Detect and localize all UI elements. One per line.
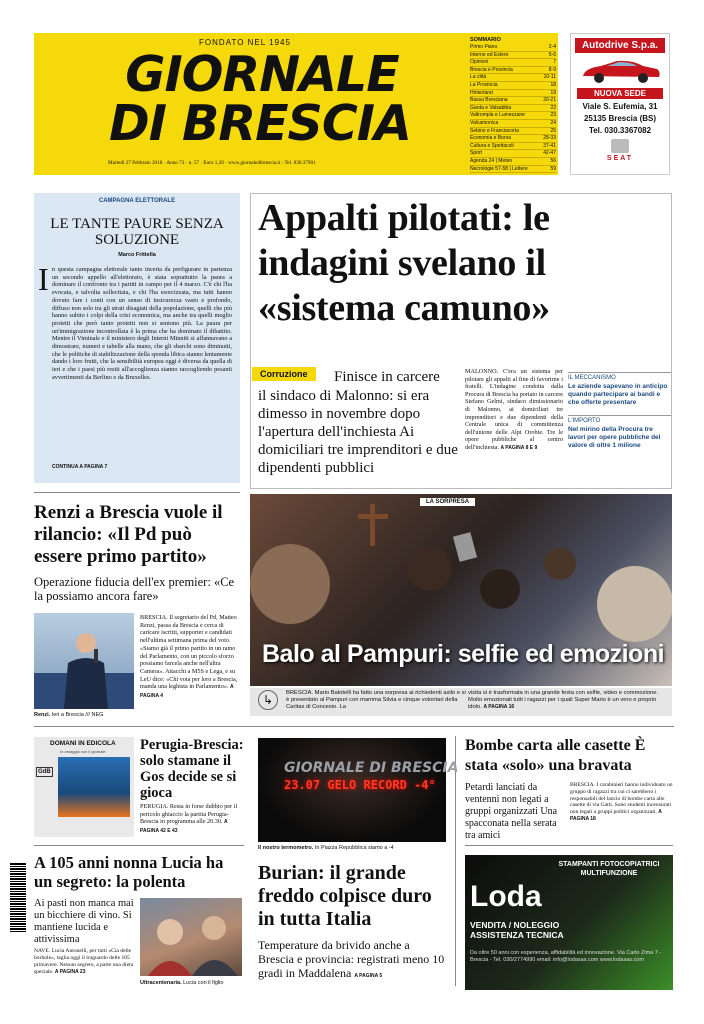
thermometer-caption-bold: Il nostro termometro. [258, 845, 314, 851]
toc-item-label: Economia e Borsa [470, 135, 511, 142]
toc-item[interactable] [470, 128, 556, 136]
newspaper-logo-line1[interactable]: GIORNALE [125, 46, 399, 103]
edicola-head: DOMANI IN EDICOLA [50, 740, 116, 747]
arrow-icon: ↳ [258, 690, 278, 710]
ad-address1: Viale S. Eufemia, 31 [582, 102, 658, 111]
perugia-body [140, 803, 245, 836]
toc-item-pages: 25 [550, 127, 556, 134]
renzi-body [140, 614, 242, 701]
thermometer-sign: GIORNALE DI BRESCIA [284, 760, 459, 776]
renzi-subtitle: Operazione fiducia dell'ex premier: «Ce la possiamo ancora fare» [34, 575, 235, 603]
renzi-caption-bold: Renzi. [34, 712, 51, 718]
bombe-body-text: BRESCIA. I carabinieri hanno individuato un gruppo di ragazzi tra cui ci sarebbero i responsabili del lancio di bombe carta alle casette di via Gatti. Sono studenti incensurati non legati a gruppi politici organizzati. [570, 782, 673, 816]
toc-item-label: Sport [470, 150, 482, 157]
lead-subtitle: il sindaco di Malonno: si era dimesso in novembre dopo l'apertura dell'inchiesta Ai domiciliari tre imprenditori e due dipendenti pubblici [258, 388, 458, 476]
divider [34, 726, 674, 727]
renzi-page-link[interactable]: A PAGINA 4 [140, 684, 234, 700]
toc-item-label: Valcamonica [470, 119, 499, 126]
burian-subtitle [258, 938, 448, 983]
perugia-body-text: PERUGIA. Resta in forse dubbio per il pericolo ghiaccio la partita Perugia-Brescia in programma alle 20.30. [140, 803, 238, 826]
barcode [10, 862, 26, 932]
toc-item[interactable] [470, 135, 556, 143]
toc-item[interactable] [470, 143, 556, 151]
thermometer-led: 23.07 GELO RECORD -4° [284, 778, 436, 792]
editorial-continue-link[interactable]: CONTINUA A PAGINA 7 [52, 464, 108, 470]
car-image [577, 58, 663, 84]
lucia-headline[interactable]: A 105 anni nonna Lucia ha un segreto: la polenta [34, 853, 224, 891]
toc-item-pages: 24 [550, 119, 556, 126]
lead-page-link[interactable]: A PAGINA 8 E 9 [500, 444, 538, 451]
photo-caption-1: BRESCIA. Mario Balotelli ha fatto una sorpresa ai richiedenti asilo e si è presentato al Pampuri con mamma Silvia e cinque volontari della Caritas di Concesio. La [286, 690, 466, 711]
thermometer-caption-text: In Piazza Repubblica siamo a -4 [314, 845, 394, 851]
toc-item[interactable] [470, 150, 556, 158]
toc-item[interactable] [470, 105, 556, 113]
toc-item-label: Sebino e Franciacorta [470, 127, 519, 134]
lead-subtitle-first: Finisce in carcere [334, 369, 440, 385]
photo-kicker: LA SORPRESA [420, 498, 475, 506]
sidebar-text-1: Le aziende sapevano in anticipo quando partecipare ai bandi e che offerte presentare [568, 383, 668, 406]
toc-list [470, 44, 556, 173]
founded-line: FONDATO NEL 1945 [199, 38, 291, 47]
bombe-headline[interactable]: Bombe carta alle casette È stata «solo» una bravata [465, 737, 646, 774]
thermometer-caption [258, 845, 394, 851]
seat-logo-icon [611, 139, 629, 153]
toc-item-label: Primo Piano [470, 44, 498, 50]
loda-line2: ASSISTENZA TECNICA [470, 930, 564, 940]
divider [465, 845, 673, 846]
loda-contacts: Da oltre 50 anni con esperienza, affidabilità ed innovazione. Via Carlo Zima 7 - Brescia - Tel. 030/2774990 email: info@lodasas.com www.lodasas.com [470, 950, 662, 963]
table-of-contents [470, 37, 556, 173]
toc-item[interactable] [470, 112, 556, 120]
toc-item-pages: 2-4 [548, 44, 556, 50]
lead-tag: Corruzione [252, 367, 316, 381]
perugia-headline[interactable]: Perugia-Brescia: solo stamane il Gos decide se si gioca [140, 737, 244, 801]
toc-item-pages: 18 [550, 81, 556, 88]
toc-item[interactable] [470, 52, 556, 60]
perugia-page-link[interactable]: A PAGINA 42 E 43 [140, 819, 228, 835]
lead-frame [250, 193, 672, 489]
toc-item-pages: 37-41 [543, 142, 556, 149]
burian-subtitle-text: Temperature da brivido anche a Brescia e provincia: registrati meno 10 gradi in Maddalena [258, 938, 445, 980]
toc-item[interactable] [470, 97, 556, 105]
ad-phone: Tel. 030.3367082 [588, 126, 652, 135]
photo-page-link[interactable]: A PAGINA 16 [483, 704, 515, 711]
toc-title: SOMMARIO [470, 37, 501, 43]
burian-headline[interactable]: Burian: il grande freddo colpisce duro in tutta Italia [258, 862, 432, 930]
toc-item-label: Hinterland [470, 89, 493, 96]
editorial-kicker: CAMPAGNA ELETTORALE [98, 198, 176, 204]
toc-item[interactable] [470, 74, 556, 82]
toc-item-label: Bassa Bresciana [470, 97, 508, 104]
toc-item-label: La città [470, 74, 487, 81]
lucia-caption-bold: Ultracentenaria. [140, 980, 182, 986]
lucia-caption [140, 980, 223, 986]
loda-ad-top: STAMPANTI FOTOCOPIATRICI MULTIFUNZIONE [558, 861, 660, 877]
toc-item-pages: 10-11 [543, 74, 556, 81]
toc-item[interactable] [470, 120, 556, 128]
loda-line1: VENDITA / NOLEGGIO [470, 920, 560, 930]
toc-item-pages: 56 [550, 157, 556, 164]
seat-wordmark: SEAT [606, 155, 634, 162]
newspaper-logo-line2[interactable]: DI BRESCIA [109, 95, 411, 152]
lucia-body [34, 948, 134, 976]
toc-item[interactable] [470, 59, 556, 67]
edicola-promo[interactable] [34, 737, 134, 837]
renzi-photo[interactable] [34, 613, 134, 709]
editorial-body: n questa campagna elettorale tanto incerta da prefigurare in partenza un secondo appello all'elettorato, è stata soprattutto la paura a dominare il confronto tra i partiti in campo per il 4 marzo. C'è chi l'ha evocata, e talvolta sollecitata, e chi l'ha esorcizzata, ma tutti hanno dovuto fare i conti con un senso di insicurezza vasto e profondo, diffuso non solo tra gli strati disagiati della popolazione, quelli che più hanno subito i colpi della crisi economica, ma anche tra quelli meglio protetti che però tanto protetti non si sentono più. La paura per un'immigrazione incontrollata è la prima che ha dominato il dibattito. Mentre il Viminale e il ministero degli Interni Minniti si affannavano a dimostrare, numeri e tabelle alla mano, che gli sbarchi sono diminuiti, che le politiche di stabilizzazione della sponda libica stanno lentamente dando i loro frutti, che la sensibilità europea oggi è diversa da quella di ieri e che i paesi più restii all'accoglienza stanno raccogliendo pesanti avvertimenti da Berlino e da Bruxelles. [52, 266, 232, 381]
autodrive-ad[interactable] [570, 33, 670, 175]
lucia-page-link[interactable]: A PAGINA 23 [54, 969, 86, 975]
toc-item-label: Brescia e Provincia [470, 66, 513, 73]
photo-headline[interactable]: Balo al Pampuri: selfie ed emozioni [262, 640, 665, 668]
toc-item-label: Necrologie 57-58 | Lettere [470, 165, 528, 172]
editorial-title[interactable]: LE TANTE PAURE SENZA SOLUZIONE [50, 216, 224, 248]
dateline: Martedì 27 Febbraio 2018 · Anno 73 · n. 57 · Euro 1,20 · www.giornaledibrescia.it · Tel. 030.37901 [108, 160, 316, 166]
toc-item[interactable] [470, 44, 556, 52]
toc-item[interactable] [470, 90, 556, 98]
lucia-body-text: NAVE. Lucia Antonelli, per tutti «Cia delle borbole», taglia oggi il traguardo delle 105 primavere. Nessun segreto, a parte una dieta speciale. [34, 948, 134, 975]
ad-address2: 25135 Brescia (BS) [583, 114, 657, 123]
toc-item-label: Opinioni [470, 59, 489, 66]
toc-item-pages: 23 [550, 112, 556, 119]
divider [34, 492, 240, 493]
toc-item-pages: 7 [553, 59, 556, 66]
toc-item-label: Valtrompia e Lumezzane [470, 112, 525, 119]
lead-body-text: MALONNO. C'era un sistema per pilotare gli appalti al fine di favorirne i fratelli. L'indagine condotta dalla Procura di Brescia ha portato in carcere Stefano Gelmi, sindaco dimissionario di Malonno, ai domiciliari tre imprenditori e due dipendenti della Centrale unica di committenza dell'unione delle Alpi Orobie. Tre le opere pubbliche al centro dell'inchiesta. [465, 368, 563, 451]
toc-item[interactable] [470, 67, 556, 75]
toc-item-pages: 42-47 [543, 150, 556, 157]
toc-item-label: La Provincia [470, 81, 498, 88]
bombe-page-link[interactable]: A PAGINA 18 [570, 809, 662, 822]
toc-item-pages: 5-6 [548, 51, 556, 58]
toc-item-label: Cultura e Spettacoli [470, 142, 514, 149]
bombe-body [570, 782, 673, 823]
sidebar-kicker-2: L'IMPORTO [568, 415, 672, 424]
divider [34, 845, 244, 846]
toc-item-pages: 8-9 [548, 66, 556, 73]
renzi-caption-text: Ieri a Brescia /// NEG [51, 712, 104, 718]
sidebar-text-2: Nel mirino della Procura tre lavori per opere pubbliche del valore di oltre 1 milione [568, 426, 661, 449]
loda-logo: Loda [470, 880, 542, 913]
photo-caption-2-text: visita si è trasformata in una grande festa con selfie, video e commozione. Molto emozionati tutti i ragazzi per i quali Super Mario è un vero e proprio idolo. [468, 690, 659, 711]
toc-item-label: Garda e Valsabbia [470, 104, 512, 111]
renzi-caption [34, 712, 103, 718]
toc-item-pages: 28-33 [543, 135, 556, 142]
toc-item-label: Interno ed Estero [470, 51, 509, 58]
bombe-subtitle: Petardi lanciati da ventenni non legati a gruppi organizzati Una spacconata nella serata tra amici [465, 782, 558, 841]
renzi-body-text: BRESCIA. Il segretario del Pd, Matteo Renzi, passa da Brescia e cerca di caricare iscritti, supporter e candidati nell'ultima settimana prima del voto. «Siamo già il primo partito in un ramo del Parlamento, con un piccolo sforzo possiamo farcela anche nell'altra Camera». Attacchi a M5S e Lega, e su LeU dice: «Chi vota per loro a Brescia, manda una leghista in Parlamento». [140, 614, 238, 691]
ad-new-location-badge: NUOVA SEDE [577, 88, 663, 99]
toc-item-pages: 19 [550, 89, 556, 96]
toc-item[interactable] [470, 82, 556, 90]
toc-item-pages: 20-21 [543, 97, 556, 104]
lead-headline[interactable]: Appalti pilotati: le indagini svelano il «sistema camuno» [258, 197, 550, 329]
toc-item-label: Agenda 24 | Meteo [470, 157, 513, 164]
toc-item[interactable] [470, 158, 556, 166]
ad-brand: Autodrive S.p.a. [575, 38, 665, 53]
editorial-dropcap: I [38, 261, 49, 297]
lucia-caption-text: Lucia con il figlio [183, 980, 224, 986]
burian-page-link[interactable]: A PAGINA 5 [354, 973, 383, 979]
photo-caption-2 [468, 690, 670, 712]
toc-item-pages: 22 [550, 104, 556, 111]
renzi-headline[interactable]: Renzi a Brescia vuole il rilancio: «Il Pd può essere primo partito» [34, 502, 223, 567]
lucia-photo[interactable] [140, 898, 242, 976]
lucia-subtitle: Ai pasti non manca mai un bicchiere di vino. Si mantiene lucida e attivissima [34, 898, 134, 945]
toc-item-pages: 59 [550, 165, 556, 172]
sidebar-kicker-1: IL MECCANISMO [568, 372, 672, 381]
edicola-sub: In omaggio con il giornale [60, 749, 106, 754]
editorial-author: Marco Frittella [118, 252, 156, 258]
edicola-cover [58, 757, 130, 817]
loda-services [470, 920, 564, 940]
gdb-badge: GdB [38, 769, 51, 775]
toc-item[interactable] [470, 166, 556, 174]
